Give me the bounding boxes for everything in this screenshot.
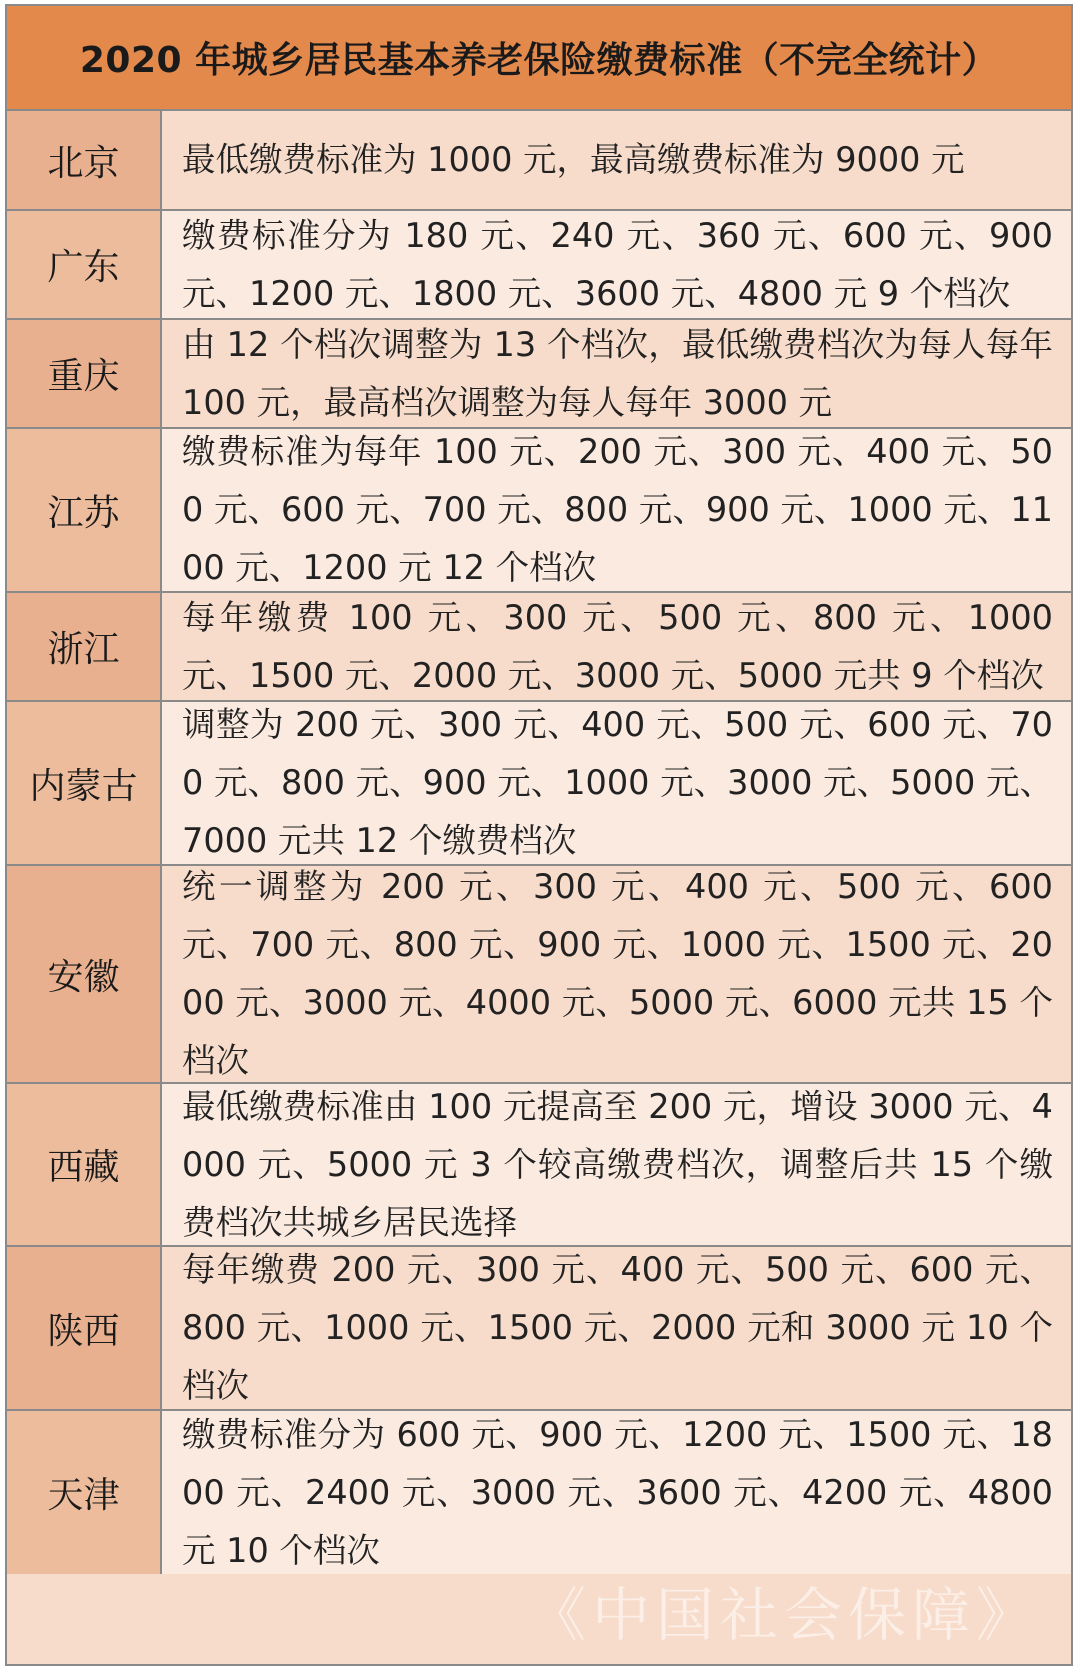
table-row (7, 320, 1071, 429)
table-row (7, 1247, 1071, 1411)
region-cell: 江苏 (7, 429, 162, 591)
description-text: 统一调整为 200 元、300 元、400 元、500 元、600 元、700 元、800 元、900 元、1000 元、1500 元、2000 元、3000 元、4000 元、5000 元、6000 元共 15 个档次 (182, 867, 1053, 1080)
description-cell (162, 866, 1071, 1082)
watermark-text: 《中国社会保障》 (527, 1581, 1040, 1649)
description-text: 缴费标准分为 600 元、900 元、1200 元、1500 元、1800 元、2400 元、3000 元、3600 元、4200 元、4800 元 10 个档次 (182, 1414, 1053, 1570)
region-cell: 安徽 (7, 866, 162, 1082)
table-title: 2020 年城乡居民基本养老保险缴费标准（不完全统计） (79, 40, 999, 81)
region-cell: 北京 (7, 111, 162, 209)
table-row (7, 1411, 1071, 1574)
description-cell (162, 320, 1071, 427)
table-row (7, 111, 1071, 211)
table-row (7, 866, 1071, 1084)
description-cell (162, 429, 1071, 591)
description-cell (162, 593, 1071, 700)
contribution-standards-table (5, 4, 1073, 1666)
table-header (7, 6, 1071, 111)
description-cell (162, 1084, 1071, 1245)
description-text: 调整为 200 元、300 元、400 元、500 元、600 元、700 元、800 元、900 元、1000 元、3000 元、5000 元、7000 元共 12 个缴费档次 (182, 705, 1053, 860)
region-cell: 天津 (7, 1411, 162, 1574)
description-text: 每年缴费 200 元、300 元、400 元、500 元、600 元、800 元、1000 元、1500 元、2000 元和 3000 元 10 个档次 (182, 1250, 1053, 1405)
table-row (7, 211, 1071, 320)
description-text: 缴费标准分为 180 元、240 元、360 元、600 元、900 元、1200 元、1800 元、3600 元、4800 元 9 个档次 (182, 215, 1053, 313)
region-cell: 内蒙古 (7, 702, 162, 864)
description-text: 缴费标准为每年 100 元、200 元、300 元、400 元、500 元、600 元、700 元、800 元、900 元、1000 元、1100 元、1200 元 12 个档次 (182, 432, 1053, 587)
region-cell: 广东 (7, 211, 162, 318)
description-text: 由 12 个档次调整为 13 个档次，最低缴费档次为每人每年 100 元，最高档次调整为每人每年 3000 元 (182, 324, 1053, 422)
region-cell: 浙江 (7, 593, 162, 700)
table-row (7, 429, 1071, 593)
table-row (7, 702, 1071, 866)
description-cell (162, 111, 1071, 209)
table-row (7, 1084, 1071, 1247)
description-cell (162, 1247, 1071, 1409)
description-cell (162, 702, 1071, 864)
description-text: 最低缴费标准由 100 元提高至 200 元，增设 3000 元、4000 元、5000 元 3 个较高缴费档次，调整后共 15 个缴费档次共城乡居民选择 (182, 1086, 1053, 1242)
region-cell: 重庆 (7, 320, 162, 427)
region-cell: 陕西 (7, 1247, 162, 1409)
region-cell: 西藏 (7, 1084, 162, 1245)
description-text: 最低缴费标准为 1000 元，最高缴费标准为 9000 元 (182, 140, 965, 179)
description-cell (162, 211, 1071, 318)
table-row (7, 593, 1071, 702)
description-cell (162, 1411, 1071, 1574)
description-text: 每年缴费 100 元、300 元、500 元、800 元、1000 元、1500 元、2000 元、3000 元、5000 元共 9 个档次 (182, 597, 1053, 695)
